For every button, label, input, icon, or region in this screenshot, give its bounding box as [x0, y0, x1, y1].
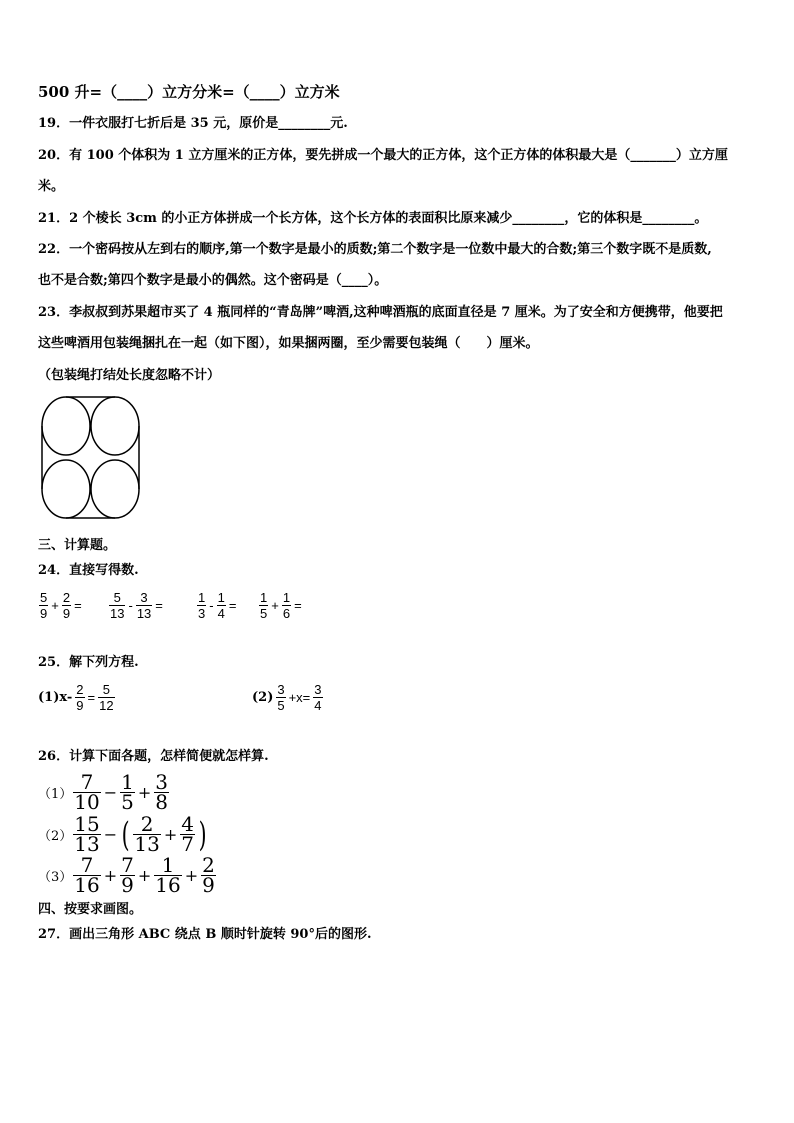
item-label: （2） — [38, 829, 73, 844]
frac-num: 1 — [154, 856, 181, 876]
equals: = — [228, 598, 237, 613]
frac-den: 10 — [74, 790, 100, 814]
frac-den: 7 — [181, 832, 194, 856]
frac-den: 13 — [134, 832, 160, 856]
frac-num: 2 — [133, 815, 160, 835]
frac-den: 9 — [62, 606, 71, 621]
operator: - — [209, 598, 214, 613]
question-22-line1: 22．一个密码按从左到右的顺序,第一个数字是最小的质数;第二个数字是一位数中最大的合数;第三个数字既不是质数, — [38, 242, 712, 257]
item-label: （1） — [38, 787, 73, 802]
frac-den: 9 — [202, 873, 215, 897]
question-26: 26．计算下面各题，怎样简便就怎样算. — [38, 749, 269, 764]
question-19: 19．一件衣服打七折后是 35 元，原价是________元. — [38, 116, 348, 131]
frac-den: 16 — [74, 873, 100, 897]
frac-num: 1 — [198, 590, 206, 605]
bottles-figure — [38, 395, 158, 525]
frac-den: 9 — [40, 606, 48, 621]
frac-num: 1 — [260, 590, 268, 605]
question-23-line2: 这些啤酒用包装绳捆扎在一起（如下图），如果捆两圈，至少需要包装绳（ ）厘米。 — [38, 336, 539, 351]
section-4-heading: 四、按要求画图。 — [38, 902, 143, 917]
operator: +x= — [288, 690, 311, 705]
frac-den: 12 — [99, 698, 114, 713]
operator: + — [184, 866, 199, 885]
frac-num: 7 — [73, 773, 100, 793]
question-21: 21．2 个棱长 3cm 的小正方体拼成一个长方体，这个长方体的表面积比原来减少________，它的体积是________。 — [38, 211, 708, 226]
frac-num: 3 — [277, 682, 285, 697]
operator: + — [51, 598, 59, 613]
q24-expr-3 — [196, 590, 238, 621]
frac-num: 2 — [76, 682, 84, 697]
frac-den: 4 — [314, 698, 322, 713]
q26-expr-2 — [38, 812, 209, 856]
frac-num: 7 — [121, 853, 134, 877]
operator: - — [128, 598, 133, 613]
equals: = — [155, 598, 163, 613]
question-23-note: （包装绳打结处长度忽略不计） — [38, 368, 221, 383]
question-25: 25．解下列方程. — [38, 655, 139, 670]
question-24: 24．直接写得数. — [38, 563, 139, 578]
right-paren: ) — [198, 814, 207, 855]
frac-den: 13 — [136, 606, 152, 621]
bottle-circle-bottom-left — [42, 460, 90, 518]
frac-num: 5 — [98, 682, 114, 698]
q24-expr-1 — [38, 590, 84, 621]
operator: + — [271, 598, 279, 613]
question-20-line1: 20．有 100 个体积为 1 立方厘米的正方体，要先拼成一个最大的正方体，这个正方体的体积最大是（_______）立方厘 — [38, 148, 728, 163]
frac-den: 9 — [76, 698, 84, 713]
frac-num: 15 — [74, 812, 100, 836]
question-20-line2: 米。 — [38, 179, 65, 194]
frac-num: 1 — [217, 590, 225, 605]
frac-num: 4 — [181, 812, 194, 836]
bottle-circle-top-right — [91, 397, 139, 455]
q24-expr-2 — [108, 590, 165, 621]
frac-den: 9 — [121, 873, 134, 897]
frac-num: 3 — [155, 770, 169, 794]
left-paren: ( — [121, 814, 130, 855]
item-label: （3） — [38, 870, 73, 885]
operator: − — [103, 783, 118, 802]
frac-den: 8 — [155, 790, 169, 814]
frac-num: 1 — [282, 590, 291, 605]
frac-num: 5 — [109, 590, 125, 606]
unit-conversion-line: 500 升=（____）立方分米=（____）立方米 — [38, 83, 340, 101]
frac-den: 4 — [217, 606, 225, 621]
equation-label: (1)x- — [38, 690, 73, 705]
question-23-line1: 23．李叔叔到苏果超市买了 4 瓶同样的“青岛牌”啤酒,这种啤酒瓶的底面直径是 7 厘米。为了安全和方便携带，他要把 — [38, 305, 723, 320]
frac-den: 13 — [110, 606, 125, 621]
operator: + — [103, 866, 118, 885]
q24-expr-4 — [258, 590, 304, 621]
section-3-heading: 三、计算题。 — [38, 538, 117, 553]
operator: − — [103, 825, 118, 844]
operator: + — [163, 825, 178, 844]
equation-label: (2) — [252, 690, 274, 705]
frac-den: 13 — [74, 832, 100, 856]
frac-den: 3 — [198, 606, 206, 621]
frac-num: 2 — [202, 853, 215, 877]
frac-num: 7 — [73, 856, 100, 876]
equals: = — [294, 598, 302, 613]
frac-num: 1 — [121, 770, 134, 794]
frac-den: 5 — [260, 606, 268, 621]
q26-expr-1 — [38, 770, 170, 814]
frac-den: 5 — [277, 698, 285, 713]
q25-equation-2 — [252, 682, 324, 713]
q26-expr-3 — [38, 853, 217, 897]
frac-num: 3 — [136, 590, 152, 606]
frac-num: 5 — [40, 590, 48, 605]
q25-equation-1 — [38, 682, 116, 713]
frac-den: 6 — [282, 606, 291, 621]
bottle-circle-top-left — [42, 397, 90, 455]
frac-den: 16 — [155, 873, 181, 897]
question-22-line2: 也不是合数;第四个数字是最小的偶然。这个密码是（____）。 — [38, 273, 388, 288]
operator: + — [137, 866, 152, 885]
frac-num: 3 — [314, 682, 322, 697]
frac-den: 5 — [121, 790, 134, 814]
equals: = — [87, 690, 96, 705]
question-27: 27．画出三角形 ABC 绕点 B 顺时针旋转 90°后的图形. — [38, 927, 372, 942]
equals: = — [74, 598, 82, 613]
frac-num: 2 — [62, 590, 71, 605]
operator: + — [137, 783, 152, 802]
bottle-circle-bottom-right — [91, 460, 139, 518]
